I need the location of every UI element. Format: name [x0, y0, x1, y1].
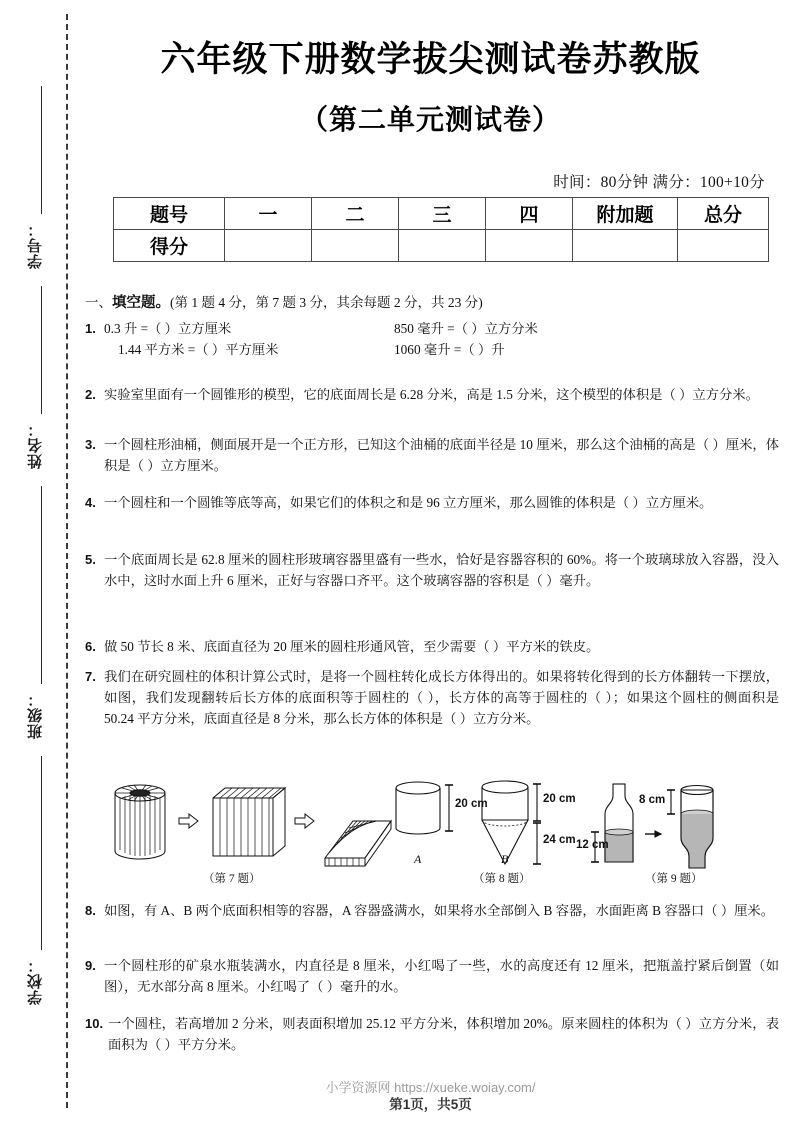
seal-rule-4 [41, 756, 42, 950]
exam-page [68, 0, 793, 1122]
question-8 [85, 900, 779, 921]
question-4-text: 一个圆柱和一个圆锥等底等高，如果它们的体积之和是 96 立方厘米，那么圆锥的体积是（ ）立方厘米。 [104, 495, 713, 510]
margin-label-school: 学校： [27, 957, 44, 1005]
question-3-text: 一个圆柱形油桶，侧面展开是一个正方形，已知这个油桶的底面半径是 10 厘米，那么这个油桶的高是（ ）厘米，体积是（ ）立方厘米。 [104, 437, 779, 473]
section-index: 一、 [85, 295, 112, 310]
score-table-col-3: 三 [399, 198, 486, 230]
section-title: 填空题。 [112, 295, 170, 311]
arrow-right-icon-1 [179, 814, 198, 828]
section-heading-fill-in-blank [85, 291, 483, 312]
exam-meta-info: 时间：80分钟 满分：100+10分 [553, 174, 765, 191]
table-row-score [114, 230, 769, 262]
score-table [113, 197, 769, 262]
question-8-text: 如图，有 A、B 两个底面积相等的容器，A 容器盛满水，如果将水全部倒入 B 容器，水面距离 B 容器口（ ）厘米。 [104, 903, 775, 918]
score-table-col-total: 总分 [678, 198, 769, 230]
page-subtitle: （第二单元测试卷） [299, 104, 561, 135]
watermark: 小学资源网 https://xueke.woiay.com/ [325, 1080, 536, 1095]
figure-8-label-b: B [501, 852, 509, 866]
question-1-line-1 [104, 318, 779, 339]
figure-8-dim-b-cone: 24 cm [543, 834, 576, 846]
score-cell-total[interactable] [678, 230, 769, 262]
margin-label-student-id: 学号： [27, 221, 44, 269]
question-1 [85, 318, 779, 360]
question-1-item-a: 0.3 升 =（ ）立方厘米 [104, 321, 232, 336]
question-7-text: 我们在研究圆柱的体积计算公式时，是将一个圆柱转化成长方体得出的。如果将转化得到的长方体翻转一下摆放，如图，我们发现翻转后长方体的底面积等于圆柱的（ ），长方体的高等于圆柱的（ ）；如果这个圆柱的侧面积是 50.24 平方分米，底面直径是 8 分米，那么长方体的体积是（ ）立方分米。 [104, 669, 779, 726]
score-table-row-label-number: 题号 [114, 198, 225, 230]
question-3 [85, 434, 779, 476]
score-table-col-4: 四 [486, 198, 573, 230]
figure-8-dim-a: 20 cm [455, 798, 488, 810]
score-cell-2[interactable] [312, 230, 399, 262]
left-margin-seal-area [0, 0, 68, 1122]
figure-8-dim-b-cylinder: 20 cm [543, 793, 576, 805]
figure-question-7-cylinder-to-prism [103, 776, 393, 876]
seal-rule-2 [41, 286, 42, 414]
question-1-line-2 [104, 339, 779, 360]
question-8-number: 8. [85, 903, 96, 918]
seal-rule-3 [41, 486, 42, 684]
figure-question-8-containers [385, 776, 555, 876]
question-9 [85, 955, 779, 997]
question-2-number: 2. [85, 387, 96, 402]
question-10-text: 一个圆柱，若高增加 2 分米，则表面积增加 25.12 平方分米，体积增加 20%。原来圆柱的体积为（ ）立方分米，表面积为（ ）平方分米。 [108, 1016, 779, 1052]
question-4 [85, 492, 779, 513]
figure-question-9-bottle [575, 776, 765, 876]
question-6 [85, 636, 779, 657]
question-1-item-d: 1060 毫升 =（ ）升 [394, 342, 505, 357]
score-table-col-extra: 附加题 [573, 198, 678, 230]
seal-rule-1 [41, 86, 42, 214]
question-2 [85, 384, 779, 405]
question-1-item-b: 850 毫升 =（ ）立方分米 [394, 321, 538, 336]
figure-7-caption: （第 7 题） [203, 873, 261, 885]
figure-9-caption: （第 9 题） [645, 873, 703, 885]
question-6-text: 做 50 节长 8 米、底面直径为 20 厘米的圆柱形通风管，至少需要（ ）平方米的铁皮。 [104, 639, 600, 654]
margin-label-name: 姓名： [27, 421, 44, 469]
question-9-number: 9. [85, 958, 96, 973]
figure-9-dim-air: 8 cm [639, 794, 666, 806]
table-row-header [114, 198, 769, 230]
figure-9-dim-water: 12 cm [576, 839, 609, 851]
score-table-row-label-score: 得分 [114, 230, 225, 262]
question-10 [85, 1013, 779, 1055]
score-table-col-1: 一 [225, 198, 312, 230]
score-cell-1[interactable] [225, 230, 312, 262]
figure-8-caption: （第 8 题） [473, 873, 531, 885]
question-2-text: 实验室里面有一个圆锥形的模型，它的底面周长是 6.28 分米，高是 1.5 分米，这个模型的体积是（ ）立方分米。 [104, 387, 759, 402]
figure-8-label-a: A [414, 852, 422, 866]
score-cell-3[interactable] [399, 230, 486, 262]
score-cell-extra[interactable] [573, 230, 678, 262]
question-7 [85, 666, 779, 729]
question-6-number: 6. [85, 639, 96, 654]
arrow-right-icon-2 [295, 814, 314, 828]
question-1-number: 1. [85, 321, 96, 336]
question-10-number: 10. [85, 1016, 104, 1031]
question-1-item-c: 1.44 平方米 =（ ）平方厘米 [118, 342, 279, 357]
page-indicator: 第1页，共5页 [389, 1097, 472, 1112]
page-title: 六年级下册数学拔尖测试卷苏教版 [160, 40, 701, 79]
question-5 [85, 549, 779, 591]
question-3-number: 3. [85, 437, 96, 452]
score-table-col-2: 二 [312, 198, 399, 230]
question-5-text: 一个底面周长是 62.8 厘米的圆柱形玻璃容器里盛有一些水，恰好是容器容积的 60%。将一个玻璃球放入容器，没入水中，这时水面上升 6 厘米，正好与容器口齐平。这个玻璃容器的容积是（ ）毫升。 [104, 552, 779, 588]
question-4-number: 4. [85, 495, 96, 510]
score-cell-4[interactable] [486, 230, 573, 262]
section-note: (第 1 题 4 分，第 7 题 3 分，其余每题 2 分，共 23 分) [170, 295, 483, 310]
question-9-text: 一个圆柱形的矿泉水瓶装满水，内直径是 8 厘米，小红喝了一些，水的高度还有 12 厘米，把瓶盖拧紧后倒置（如图），无水部分高 8 厘米。小红喝了（ ）毫升的水。 [104, 958, 779, 994]
figure-row [85, 776, 779, 886]
question-5-number: 5. [85, 552, 96, 567]
question-7-number: 7. [85, 669, 96, 684]
margin-label-class: 班级： [27, 691, 44, 739]
